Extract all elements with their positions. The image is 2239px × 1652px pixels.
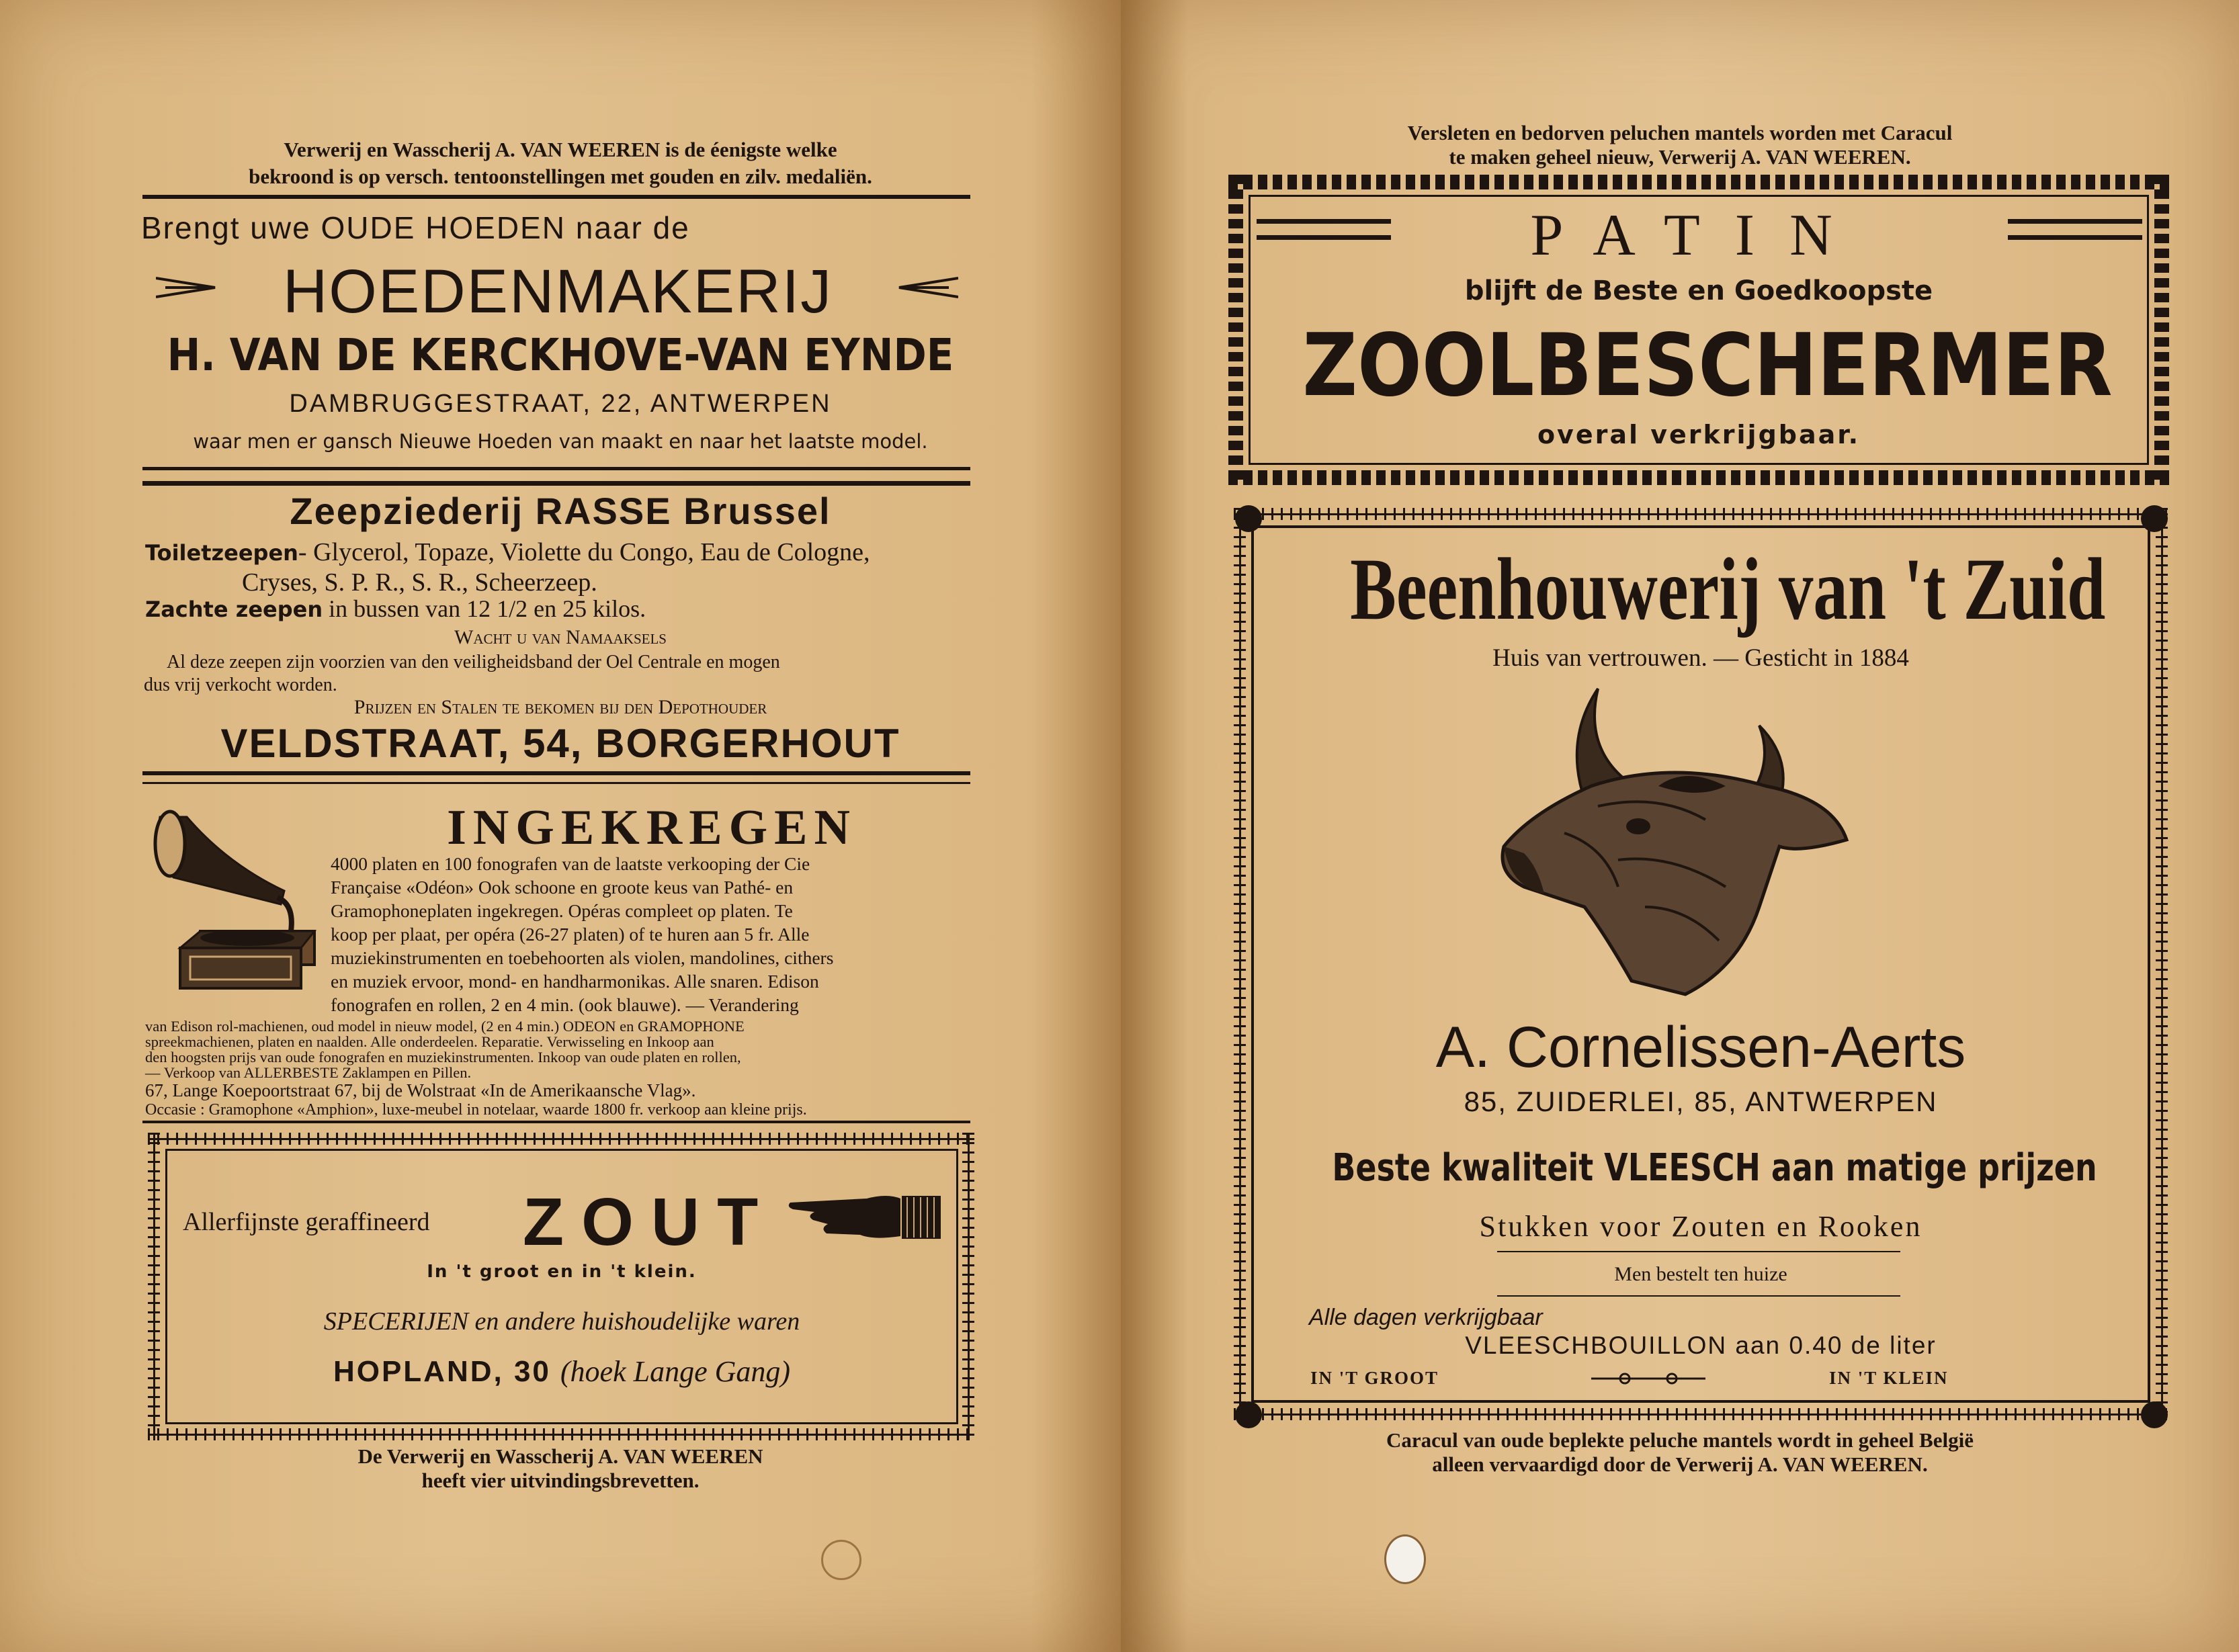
divider — [142, 782, 970, 784]
zout-address-note: (hoek Lange Gang) — [560, 1355, 791, 1388]
bead-border-right — [2154, 175, 2169, 485]
divider — [1497, 1251, 1900, 1252]
soap-toilet-line — [145, 537, 870, 567]
double-rule — [1257, 219, 1391, 224]
phono-full-line: spreekmachienen, platen en naalden. Alle onderdeelen. Reparatie. Verwisseling en Inkoop aan — [145, 1033, 714, 1050]
left-arrow-ornament-icon — [156, 275, 216, 300]
chain-border-top — [1234, 508, 2168, 520]
soap-soft-label: Zachte zeepen — [145, 597, 323, 622]
patin-brand: PATIN — [1530, 203, 1867, 268]
hoeden-title: HOEDENMAKERIJ — [282, 257, 833, 326]
punch-hole — [821, 1540, 861, 1580]
butcher-pieces: Stukken voor Zouten en Rooken — [1479, 1210, 1923, 1243]
soap-warning: Wacht u van Namaaksels — [454, 626, 667, 648]
phono-line: Gramophoneplaten ingekregen. Opéras compleet op platen. Te — [331, 900, 793, 921]
patin-product: ZOOLBESCHERMER — [1302, 316, 2113, 416]
divider — [1497, 1295, 1900, 1297]
patin-tagline: blijft de Beste en Goedkoopste — [1464, 275, 1933, 306]
butcher-address: 85, ZUIDERLEI, 85, ANTWERPEN — [1464, 1086, 1938, 1117]
left-footer-line1: De Verwerij en Wasscherij A. VAN WEEREN — [357, 1444, 763, 1468]
chain-border-bottom — [148, 1428, 974, 1440]
left-intro-line2: bekroond is op versch. tentoonstellingen met gouden en zilv. medaliën. — [249, 165, 872, 188]
corner-ornament-icon — [1235, 1401, 1262, 1428]
divider — [142, 1121, 970, 1123]
right-intro-line1: Versleten en bedorven peluchen mantels worden met Caracul — [1407, 121, 1953, 144]
hoeden-address: DAMBRUGGESTRAAT, 22, ANTWERPEN — [289, 390, 832, 418]
phono-full-line: van Edison rol-machienen, oud model in nieuw model, (2 en 4 min.) ODEON en GRAMOPHONE — [145, 1018, 745, 1035]
chain-border-left — [148, 1133, 160, 1440]
left-footer-line2: heeft vier uitvindingsbrevetten. — [421, 1469, 700, 1492]
bead-border-left — [1228, 175, 1243, 485]
punch-hole — [1384, 1534, 1426, 1584]
zout-address: HOPLAND, 30 — [333, 1355, 551, 1388]
soap-soft-line — [145, 595, 646, 623]
phono-text-block — [331, 852, 976, 1016]
butcher-retail: IN 'T KLEIN — [1829, 1368, 1949, 1388]
zout-lead: Allerfijnste geraffineerd — [183, 1208, 430, 1236]
phono-full-line: — Verkoop van ALLERBESTE Zaklampen en Pillen. — [145, 1064, 472, 1081]
zout-sub: In 't groot en in 't klein. — [427, 1262, 697, 1282]
butcher-quality: Beste kwaliteit VLEESCH aan matige prijzen — [1332, 1146, 2097, 1190]
zout-address-line — [165, 1354, 958, 1389]
gramophone-icon — [146, 803, 328, 998]
soap-soft-text: in bussen van 12 1/2 en 25 kilos. — [323, 595, 646, 622]
soap-toilet-text: - Glycerol, Topaze, Violette du Congo, Eau de Cologne, — [298, 538, 870, 566]
butcher-delivery: Men bestelt ten huize — [1614, 1263, 1787, 1285]
hoeden-owner: H. VAN DE KERCKHOVE-VAN EYNDE — [167, 329, 954, 381]
phono-full-block — [145, 1018, 978, 1119]
soap-title: Zeepziederij RASSE Brussel — [290, 490, 831, 532]
bull-head-icon — [1484, 685, 1860, 1001]
butcher-title: Beenhouwerij van 't Zuid — [1350, 539, 2106, 638]
hoeden-note: waar men er gansch Nieuwe Hoeden van maakt en naar het laatste model. — [193, 430, 928, 453]
phono-full-line: 67, Lange Koepoortstraat 67, bij de Wolstraat «In de Amerikaansche Vlag». — [145, 1080, 696, 1100]
divider — [142, 195, 970, 199]
soap-note1: Al deze zeepen zijn voorzien van den veiligheidsband der Oel Centrale en mogen — [167, 652, 780, 672]
soap-toilet-text2: Cryses, S. P. R., S. R., Scheerzeep. — [242, 568, 597, 597]
divider — [142, 481, 970, 486]
right-page — [1121, 0, 2239, 1652]
right-footer-line1: Caracul van oude beplekte peluche mantels wordt in geheel België — [1386, 1428, 1974, 1452]
phono-full-line: Occasie : Gramophone «Amphion», luxe-meubel in notelaar, waarde 1800 fr. verkoop aan kleine prijs. — [145, 1101, 807, 1119]
bead-border-bottom — [1228, 470, 2169, 485]
butcher-daily: Alle dagen verkrijgbaar — [1309, 1305, 1543, 1330]
chain-border-right — [2156, 508, 2168, 1420]
right-footer-line2: alleen vervaardigd door de Verwerij A. VAN WEEREN. — [1432, 1452, 1928, 1476]
double-rule — [2008, 235, 2142, 240]
phono-full-line: den hoogsten prijs van oude fonografen en muziekinstrumenten. Inkoop van oude platen en rollen, — [145, 1049, 741, 1066]
right-intro-line2: te maken geheel nieuw, Verwerij A. VAN WEEREN. — [1449, 145, 1911, 169]
left-intro-line1: Verwerij en Wasscherij A. VAN WEEREN is de éenigste welke — [284, 138, 837, 161]
bead-border-top — [1228, 175, 2169, 189]
pointing-hand-icon — [786, 1189, 945, 1244]
butcher-owner: A. Cornelissen-Aerts — [1435, 1015, 1966, 1080]
chain-border-right — [962, 1133, 974, 1440]
phono-line: fonografen en rollen, 2 en 4 min. (ook blauwe). — Verandering — [331, 994, 799, 1015]
phono-line: muziekinstrumenten en toebehoorten als violen, mandolines, cithers — [331, 947, 834, 968]
soap-toilet-label: Toiletzeepen — [145, 540, 298, 566]
hoeden-lead: Brengt uwe OUDE HOEDEN naar de — [141, 210, 690, 245]
divider — [142, 467, 970, 470]
butcher-wholesale: IN 'T GROOT — [1310, 1368, 1439, 1388]
zout-spices: SPECERIJEN en andere huishoudelijke waren — [323, 1307, 800, 1336]
patin-availability: overal verkrijgbaar. — [1537, 420, 1861, 449]
double-rule — [2008, 219, 2142, 224]
zout-title: ZOUT — [523, 1184, 776, 1260]
double-rule — [1257, 235, 1391, 240]
phono-title: INGEKREGEN — [447, 800, 857, 855]
chain-border-left — [1234, 508, 1246, 1420]
divider — [142, 771, 970, 775]
right-arrow-ornament-icon — [898, 275, 958, 300]
soap-note2: dus vrij verkocht worden. — [144, 675, 337, 695]
soap-address: VELDSTRAAT, 54, BORGERHOUT — [220, 721, 900, 766]
chain-border-bottom — [1234, 1408, 2168, 1420]
butcher-bouillon: VLEESCHBOUILLON aan 0.40 de liter — [1465, 1332, 1937, 1359]
phono-line: Française «Odéon» Ook schoone en groote keus van Pathé- en — [331, 877, 794, 898]
phono-line: 4000 platen en 100 fonografen van de laatste verkooping der Cie — [331, 853, 810, 874]
butcher-subtitle: Huis van vertrouwen. — Gesticht in 1884 — [1492, 644, 1909, 672]
chain-border-top — [148, 1133, 974, 1145]
phono-line: koop per plaat, per opéra (26-27 platen) of te huren aan 5 fr. Alle — [331, 924, 810, 945]
soap-depot: Prijzen en Stalen te bekomen bij den Depothouder — [353, 696, 767, 718]
corner-ornament-icon — [2141, 1401, 2168, 1428]
phono-line: en muziek ervoor, mond- en handharmonikas. Alle snaren. Edison — [331, 971, 819, 992]
link-ornament-icon — [1591, 1372, 1705, 1385]
